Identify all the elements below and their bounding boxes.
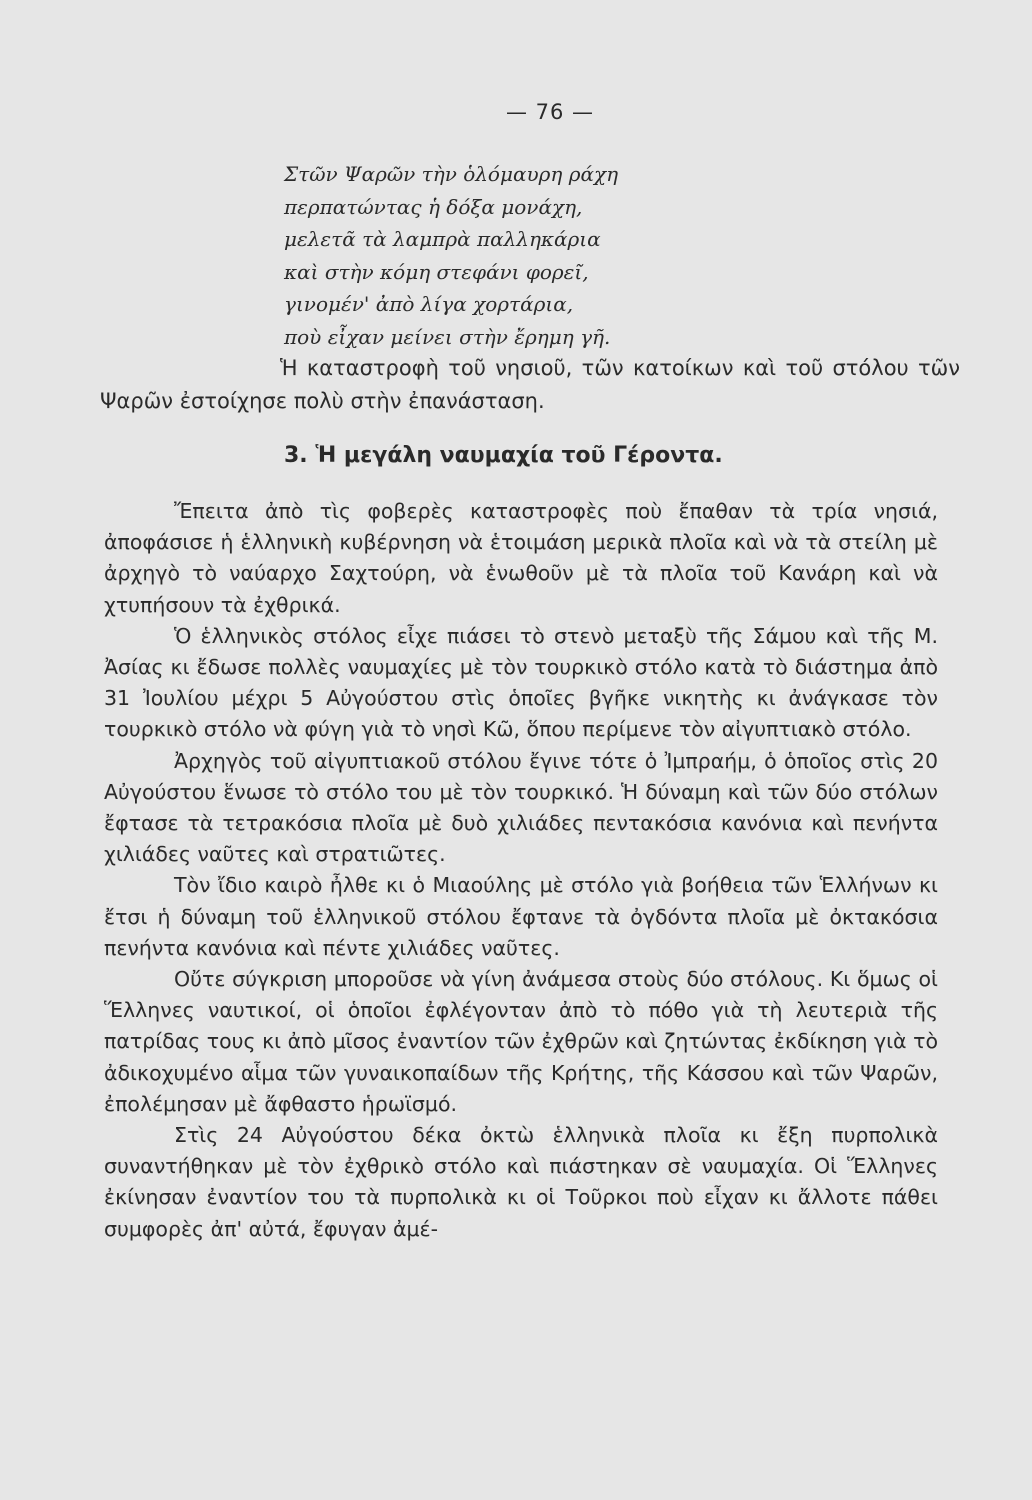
paragraph: Ὁ ἑλληνικὸς στόλος εἶχε πιάσει τὸ στενὸ μεταξὺ τῆς Σάμου καὶ τῆς Μ. Ἀσίας κι ἔδωσε πολλὲς ναυμαχίες μὲ τὸν τουρκικὸ στόλο κατὰ τὸ διάστημα ἀπὸ 31 Ἰουλίου μέχρι 5 Αὐγούστου στὶς ὁποῖες βγῆκε νικητὴς κι ἀνάγκασε τὸν τουρκικὸ στόλο νὰ φύγη γιὰ τὸ νησὶ Κῶ, ὅπου περίμενε τὸν αἰγυπτιακὸ στόλο. xyxy=(104,623,938,742)
paragraph: Τὸν ἴδιο καιρὸ ἦλθε κι ὁ Μιαούλης μὲ στόλο γιὰ βοήθεια τῶν Ἑλλήνων κι ἔτσι ἡ δύναμη τοῦ ἑλληνικοῦ στόλου ἔφτανε τὰ ὀγδόντα πλοῖα μὲ ὀκτακόσια πενήντα κανόνια καὶ πέντε χιλιάδες ναῦτες. xyxy=(104,873,938,960)
paragraph: Στὶς 24 Αὐγούστου δέκα ὀκτὼ ἑλληνικὰ πλοῖα κι ἔξη πυρπολικὰ συναντήθηκαν μὲ τὸν ἐχθρικὸ στόλο καὶ πιάστηκαν σὲ ναυμαχία. Οἱ Ἕλληνες ἐκίνησαν ἐναντίον του τὰ πυρπολικὰ κι οἱ Τοῦρκοι ποὺ εἶχαν κι ἄλλοτε πάθει συμφορὲς ἀπ' αὐτά, ἔφυγαν ἀμέ- xyxy=(104,1123,938,1241)
intro-text xyxy=(100,352,960,418)
body-text xyxy=(104,496,938,1245)
paragraph: Οὔτε σύγκριση μποροῦσε νὰ γίνη ἀνάμεσα στοὺς δύο στόλους. Κι ὅμως οἱ Ἕλληνες ναυτικοί, οἱ ὁποῖοι ἐφλέγονταν ἀπὸ τὸ πόθο γιὰ τὴ λευτεριὰ τῆς πατρίδας τους κι ἀπὸ μῖσος ἐναντίον τῶν ἐχθρῶν καὶ ζητώντας ἐκδίκηση γιὰ τὸ ἀδικοχυμένο αἷμα τῶν γυναικοπαίδων τῆς Κρήτης, τῆς Κάσσου καὶ τῶν Ψαρῶν, ἐπολέμησαν μὲ ἄφθαστο ἡρωϊσμό. xyxy=(104,967,938,1116)
poem-line: περπατώντας ἡ δόξα μονάχη, xyxy=(284,194,583,219)
section-heading: 3. Ἡ μεγάλη ναυμαχία τοῦ Γέροντα. xyxy=(284,443,723,468)
paragraph: Ἀρχηγὸς τοῦ αἰγυπτιακοῦ στόλου ἔγινε τότε ὁ Ἰμπραήμ, ὁ ὁποῖος στὶς 20 Αὐγούστου ἕνωσε τὸ στόλο του μὲ τὸν τουρκικό. Ἡ δύναμη καὶ τῶν δύο στόλων ἔφτασε τὰ τετρακόσια πλοῖα μὲ δυὸ χιλιάδες πεντακόσια κανόνια καὶ πενήντα χιλιάδες ναῦτες καὶ στρατιῶτες. xyxy=(104,748,938,867)
poem-line: Στῶν Ψαρῶν τὴν ὁλόμαυρη ράχη xyxy=(284,162,619,186)
paragraph: Ἔπειτα ἀπὸ τὶς φοβερὲς καταστροφὲς ποὺ ἔπαθαν τὰ τρία νησιά, ἀποφάσισε ἡ ἑλληνικὴ κυβέρνηση νὰ ἑτοιμάση μερικὰ πλοῖα καὶ νὰ τὰ στείλη μὲ ἀρχηγὸ τὸ ναύαρχο Σαχτούρη, νὰ ἑνωθοῦν μὲ τὰ πλοῖα τοῦ Κανάρη καὶ νὰ χτυπήσουν τὰ ἐχθρικά. xyxy=(104,499,938,617)
poem-line: καὶ στὴν κόμη στεφάνι φορεῖ, xyxy=(284,259,589,284)
poem-stanza xyxy=(284,158,618,353)
page-number: — 76 — xyxy=(505,100,595,124)
poem-line: γινομέν' ἀπὸ λίγα χορτάρια, xyxy=(284,292,574,316)
poem-line: μελετᾶ τὰ λαμπρὰ παλληκάρια xyxy=(284,227,601,251)
poem-line: ποὺ εἶχαν μείνει στὴν ἔρημη γῆ. xyxy=(284,324,611,349)
intro-paragraph: Ἡ καταστροφὴ τοῦ νησιοῦ, τῶν κατοίκων καὶ τοῦ στόλου τῶν Ψαρῶν ἐστοίχησε πολὺ στὴν ἐπανάσταση. xyxy=(100,356,960,413)
